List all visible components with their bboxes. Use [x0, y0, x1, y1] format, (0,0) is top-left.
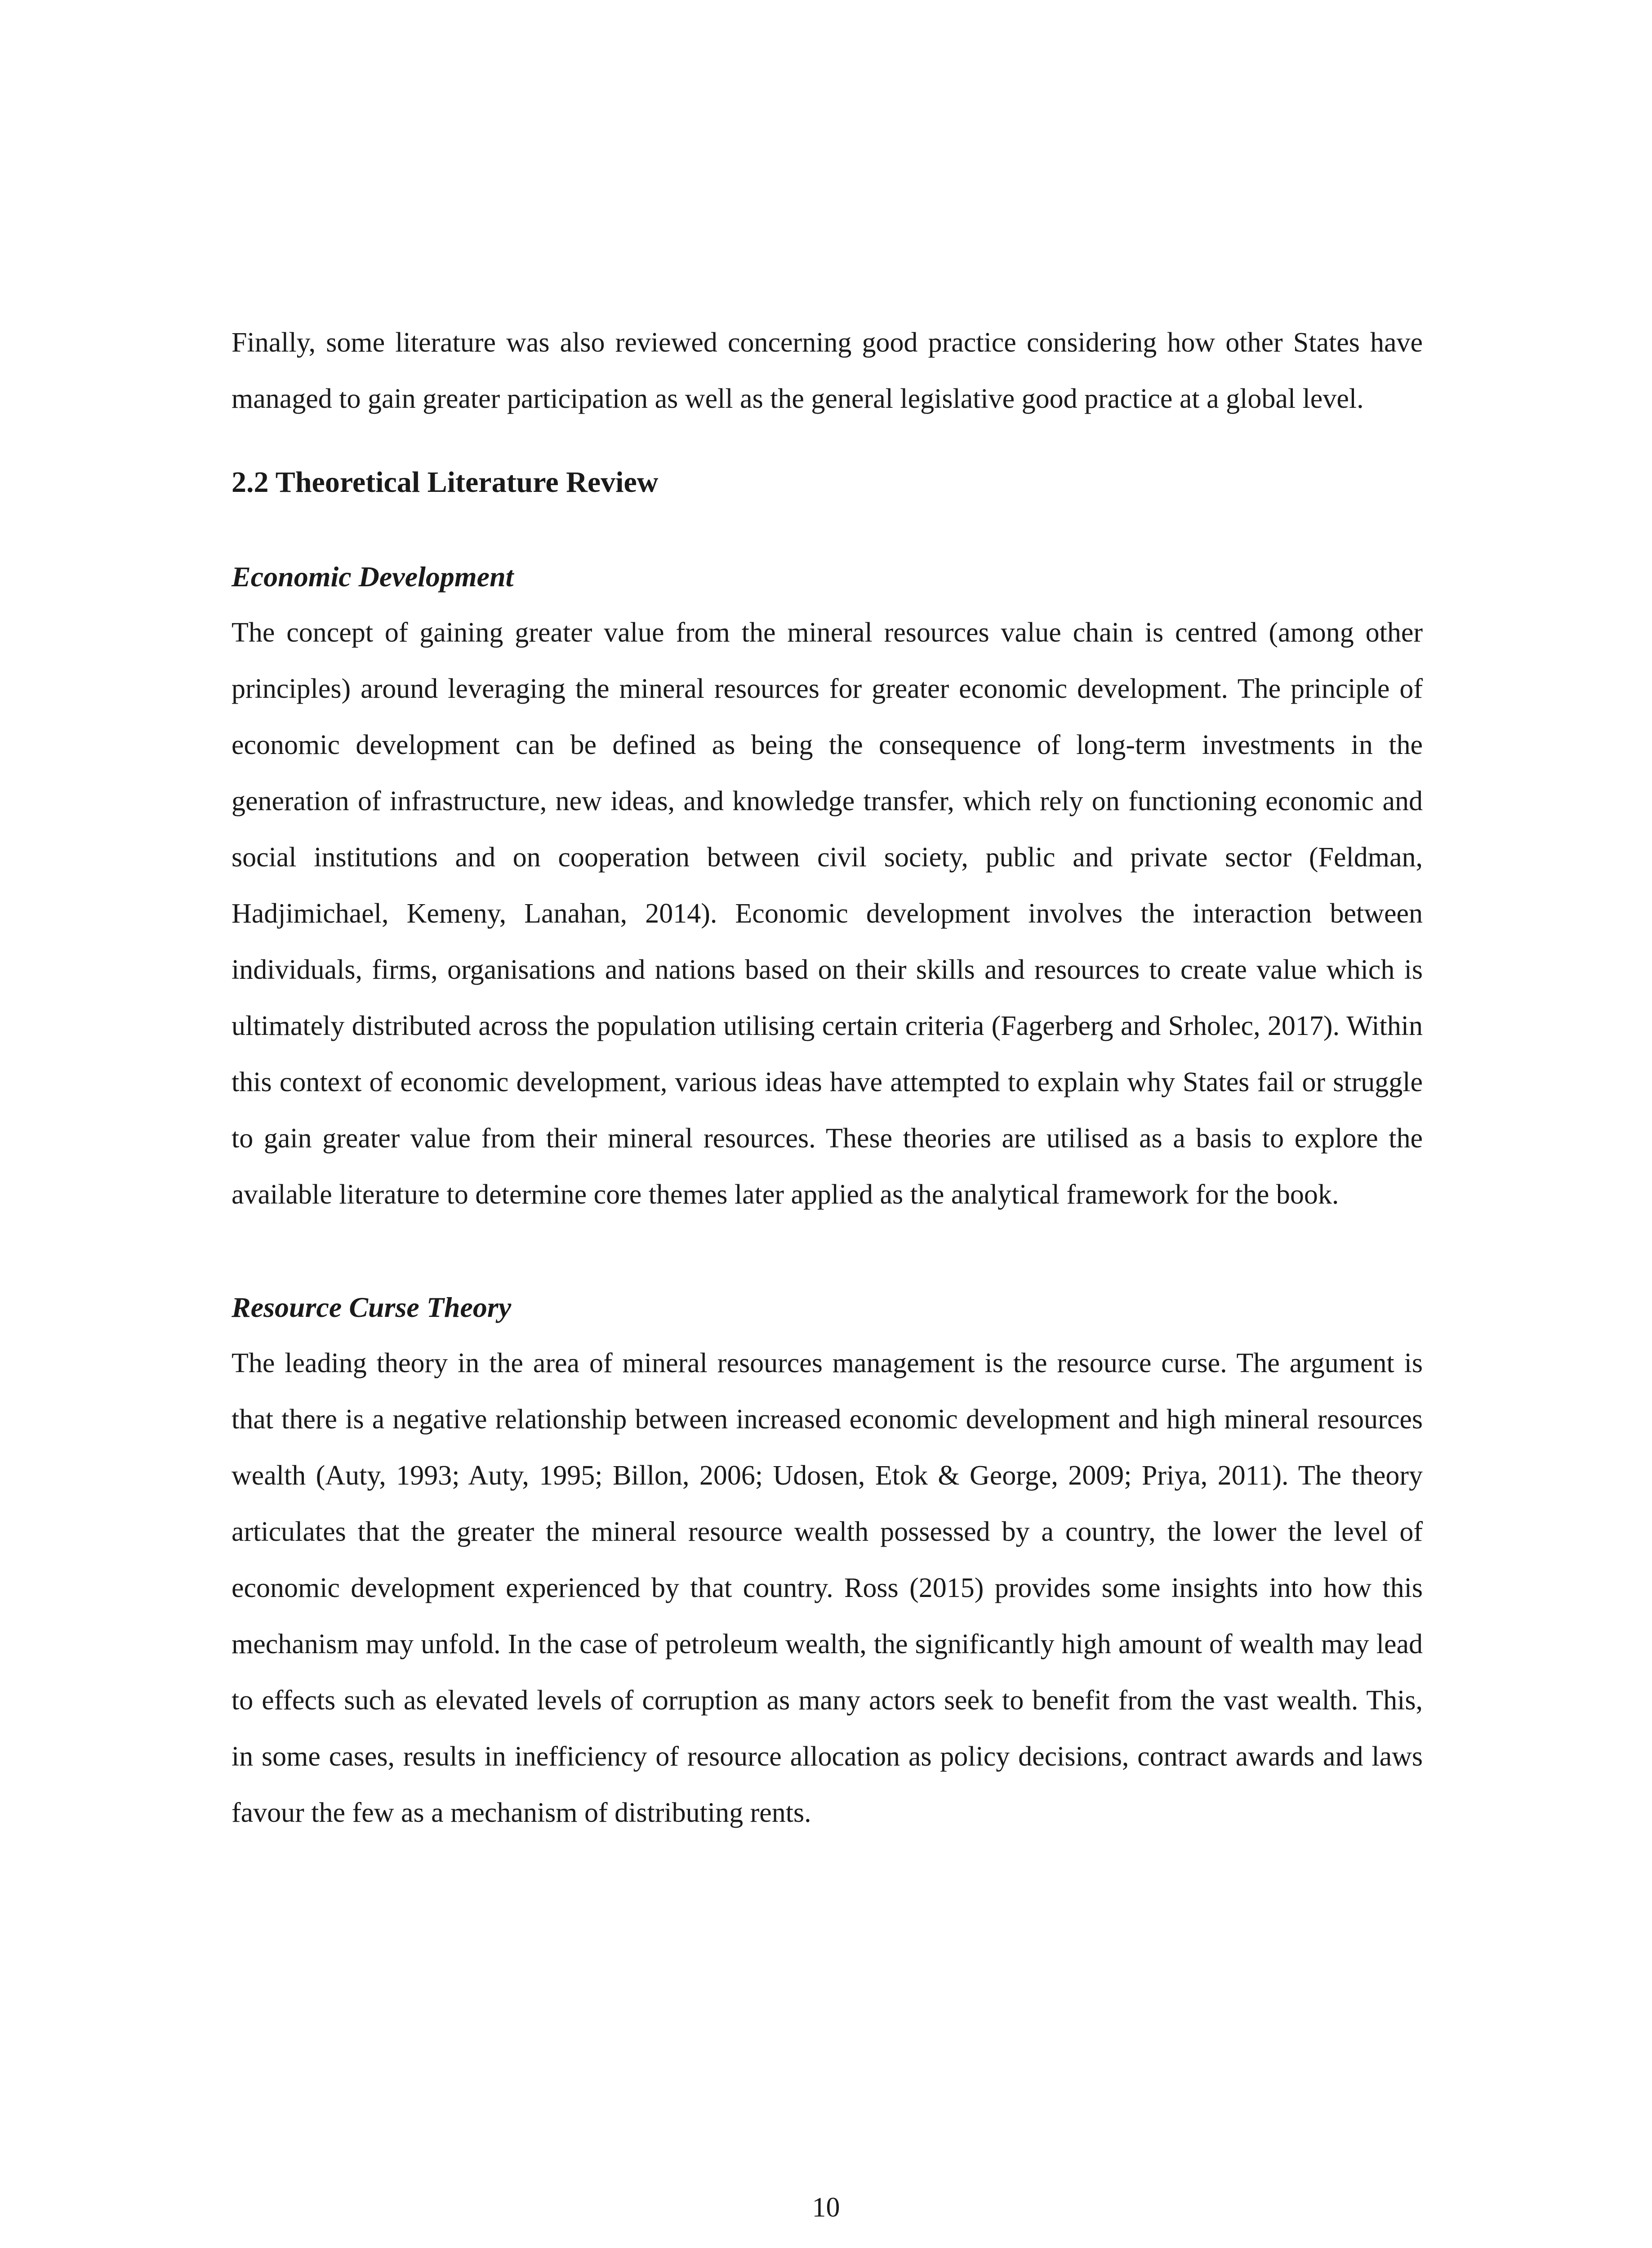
page-number: 10	[812, 2192, 840, 2223]
economic-development-section	[232, 549, 1423, 1223]
intro-paragraph: Finally, some literature was also reviewed concerning good practice considering how other States have managed to gain greater participation as well as the general legislative good practice at a global level.	[232, 327, 1423, 414]
resource-curse-paragraph: The leading theory in the area of mineral resources management is the resource curse. The argument is that there is a negative relationship between increased economic development and high mineral resources wealth (Auty, 1993; Auty, 1995; Billon, 2006; Udosen, Etok & George, 2009; Priya, 2011). The theory articulates that the greater the mineral resource wealth possessed by a country, the lower the level of economic development experienced by that country. Ross (2015) provides some insights into how this mechanism may unfold. In the case of petroleum wealth, the significantly high amount of wealth may lead to effects such as elevated levels of corruption as many actors seek to benefit from the vast wealth. This, in some cases, results in inefficiency of resource allocation as policy decisions, contract awards and laws favour the few as a mechanism of distributing rents.	[232, 1348, 1423, 1828]
economic-development-paragraph: The concept of gaining greater value from the mineral resources value chain is centred (among other principles) around leveraging the mineral resources for greater economic development. The principle of economic development can be defined as being the consequence of long-term investments in the generation of infrastructure, new ideas, and knowledge transfer, which rely on functioning economic and social institutions and on cooperation between civil society, public and private sector (Feldman, Hadjimichael, Kemeny, Lanahan, 2014). Economic development involves the interaction between individuals, firms, organisations and nations based on their skills and resources to create value which is ultimately distributed across the population utilising certain criteria (Fagerberg and Srholec, 2017). Within this context of economic development, various ideas have attempted to explain why States fail or struggle to gain greater value from their mineral resources. These theories are utilised as a basis to explore the available literature to determine core themes later applied as the analytical framework for the book.	[232, 617, 1423, 1210]
page-body	[232, 315, 1423, 1841]
resource-curse-section	[232, 1279, 1423, 1841]
section-heading: 2.2 Theoretical Literature Review	[232, 466, 659, 499]
resource-curse-heading: Resource Curse Theory	[232, 1291, 512, 1323]
economic-development-heading: Economic Development	[232, 561, 514, 593]
